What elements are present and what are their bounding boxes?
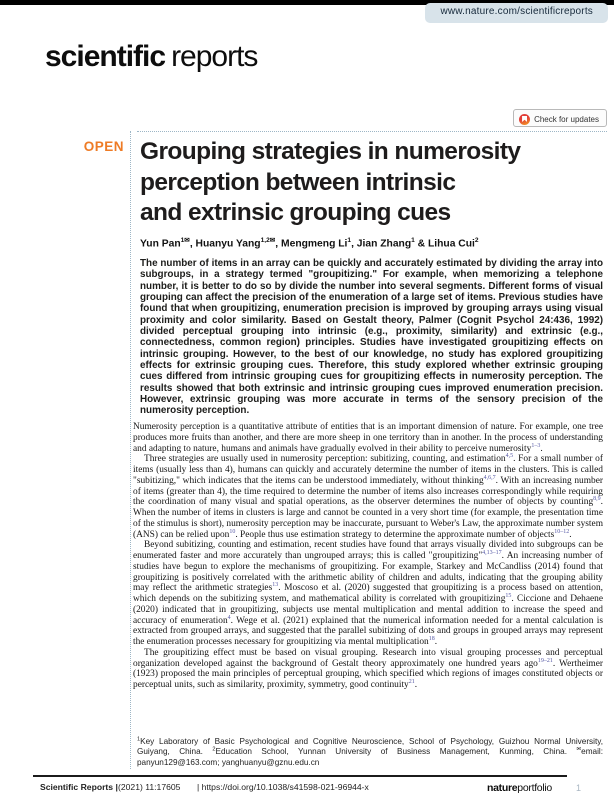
doi-link[interactable]: | https://doi.org/10.1038/s41598-021-96944-x xyxy=(197,782,369,792)
article-title-line-3: and extrinsic grouping cues xyxy=(140,199,451,226)
crossmark-icon xyxy=(519,114,530,125)
crossmark-bookmark-glyph xyxy=(522,116,527,122)
body-paragraph: Beyond subitizing, counting and estimation, recent studies have found that arrays visually divided into subgroups can be enumerated faster and more accurately than ungrouped arrays; this is called "groupitizing"$^{4,13-17}$. An increasing number of studies have begun to explore the mechanisms of groupitizing. For example, Starkey and McCandliss (2014) found that groupitizing is positively correlated with the arithmetic ability of children and adults, indicating that the grouping ability may reflect the arithmetic strategies$^{13}$. Moscoso et al. (2020) suggested that groupitizing is a process based on attention, which depends on the subitizing system, and mathematical ability is correlated with groupitizing$^{15}$. Ciccione and Dehaene (2020) indicated that in groupitizing, subjects use mental multiplication and mental addition to increase the speed and accuracy of enumeration$^4$. Wege et al. (2021) explained that the numerical information needed for a mental calculation is extracted from grouped arrays, and suggested that the parallel subitizing of dots and groups in grouped arrays may represent the enumeration processes necessary for groupitizing via mental multiplication$^{18}$. xyxy=(133,540,604,647)
nature-portfolio-logo xyxy=(487,782,552,794)
brand-bold-part: nature xyxy=(487,782,518,794)
page-footer xyxy=(0,782,614,798)
email-link-1[interactable]: panyun129@163.com xyxy=(137,757,218,767)
brand-regular-part: portfolio xyxy=(517,782,552,794)
body-paragraph: Numerosity perception is a quantitative attribute of entities that is an important dimension of nature. For example, one tree produces more fruits than another, and there are more sheep in one territory than in another. In the process of understanding and adapting to nature, humans and animals have gradually evolved in their ability to perceive numerosity$^{1-3}$. xyxy=(133,422,603,454)
dotted-divider-horizontal xyxy=(137,131,607,132)
article-title-line-1: Grouping strategies in numerosity xyxy=(140,138,521,165)
author-list: Yun Pan$^{1✉}$, Huanyu Yang$^{1,2✉}$, Mengmeng Li$^1$, Jian Zhang$^1$ & Lihua Cui$^2$ xyxy=(140,236,479,249)
journal-url-tab[interactable]: www.nature.com/scientificreports xyxy=(425,3,608,23)
body-paragraph: Three strategies are usually used in numerosity perception: subitizing, counting, and estimation$^{4,5}$. For a small number of items (usually less than 4), humans can quickly and accurately determine the number of items in the clusters. This is called "subitizing," which indicates that the items can be understood immediately, without thinking$^{4,6,7}$. With an increasing number of items (greater than 4), the time required to determine the number of items also increases correspondingly while requiring the coordination of many visual and spatial operations, as the observer determines the number of objects by counting$^{8,9}$. When the number of items in clusters is large and cannot be counted in a very short time (for example, the presentation time of the stimulus is short), numerosity perception may be inaccurate, pursuant to Weber's Law, the approximate number system (ANS) can be relied upon$^{10}$. People thus use estimation strategy to determine the approximate number of objects$^{10-12}$. xyxy=(133,453,603,540)
affiliations-footnote xyxy=(137,737,603,768)
logo-bold-part: scientific xyxy=(45,40,166,73)
article-header xyxy=(140,137,603,417)
open-access-label: OPEN xyxy=(83,139,124,154)
dotted-divider-vertical xyxy=(130,131,131,769)
check-for-updates-button[interactable] xyxy=(513,109,607,127)
check-for-updates-label: Check for updates xyxy=(534,114,599,124)
footer-rule xyxy=(33,775,567,777)
footer-journal-name: Scientific Reports | xyxy=(40,782,118,792)
footer-citation: (2021) 11:17605 xyxy=(118,782,181,792)
logo-regular-part: reports xyxy=(171,40,258,73)
abstract-text: The number of items in an array can be quickly and accurately estimated by dividing the array into subgroups, in a strategy termed "groupitizing." For example, when memorizing a telephone number, it is better to do so by divide the number into several segments. Different forms of visual grouping can affect the precision of the enumeration of a large set of items. Previous studies have found that when groupitizing, enumeration precision is improved by grouping arrays using visual proximity and color similarity. Based on Gestalt theory, Palmer (Cognit Psychol 24:436, 1992) divided perceptual grouping into intrinsic (e.g., proximity, similarity) and extrinsic (e.g., connectedness, common region) principles. Studies have investigated groupitizing effects on intrinsic grouping. However, to the best of our knowledge, no study has explored groupitizing effects for extrinsic grouping cues. Therefore, this study explored whether extrinsic grouping cues differed from intrinsic grouping cues for groupitizing effects in numerosity perception. The results showed that both extrinsic and intrinsic grouping cues improved enumeration precision. However, extrinsic grouping was more accurate in terms of the sensory precision of the numerosity perception. xyxy=(140,257,603,417)
affiliations-text: $^1$Key Laboratory of Basic Psychological and Cognitive Neuroscience, School of Psychology, Guizhou Normal University, Guiyang, China. $^2$Education School, Yunnan University of Business Management, Kunming, China. xyxy=(137,736,603,757)
email-link-2[interactable]: yanghuanyu@gznu.edu.cn xyxy=(221,757,320,767)
article-title-line-2: perception between intrinsic xyxy=(140,168,456,196)
email-separator: ; xyxy=(217,757,222,767)
page-number: 1 xyxy=(576,783,582,793)
journal-logo xyxy=(45,40,257,74)
body-paragraph: The groupitizing effect must be based on visual grouping. Research into visual grouping processes and perceptual organization developed against the background of Gestalt theory approximately one hundred years ago$^{19-21}$. Wertheimer (1923) proposed the main principles of perceptual grouping, which specified which regions of images constituted objects or perceptual units, such as similarity, proximity, symmetry, good continuity$^{21}$. xyxy=(133,647,604,690)
article-body xyxy=(133,422,603,691)
email-label: ✉email: xyxy=(576,746,603,757)
